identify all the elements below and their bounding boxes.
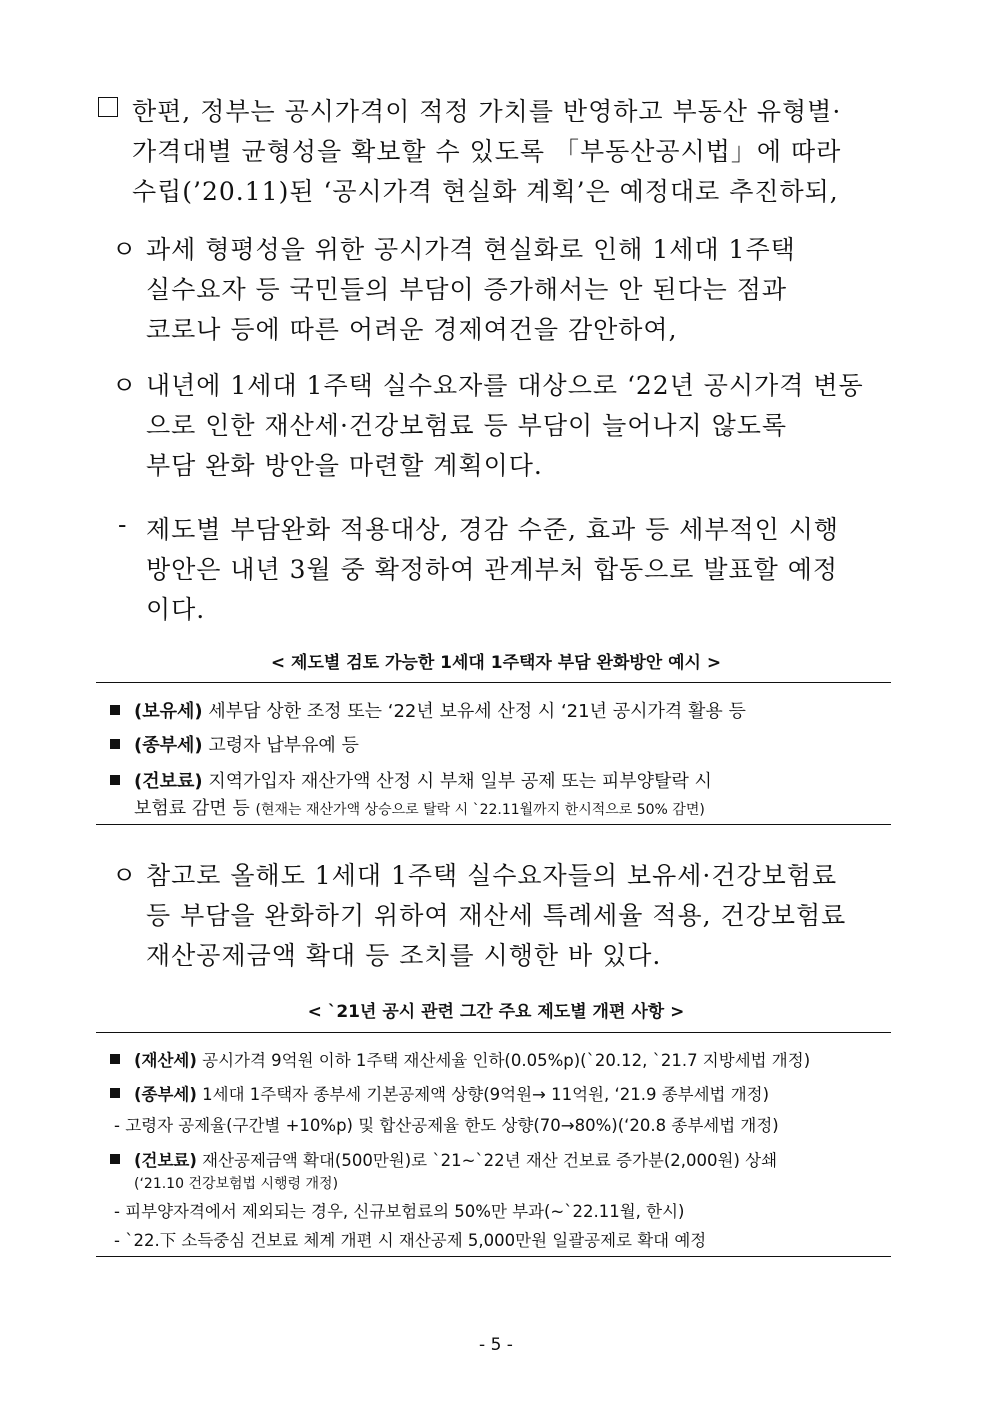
box1-row3-text: 지역가입자 재산가액 산정 시 부채 일부 공제 또는 피부양탈락 시 xyxy=(208,771,712,792)
dash1-line2: 방안은 내년 3월 중 확정하여 관계부처 합동으로 발표할 예정 xyxy=(146,555,839,584)
box2-row2-tag: (종부세) xyxy=(134,1085,197,1104)
box2-row3-note: (‘21.10 건강보험법 시행령 개정) xyxy=(134,1176,339,1192)
box2-row1-text: 공시가격 9억원 이하 1주택 재산세율 인하(0.05%p)(`20.12, `21.7 지방세법 개정) xyxy=(202,1051,811,1070)
box2-row2-sub: - 고령자 공제율(구간별 +10%p) 및 합산공제율 한도 상향(70→80%)(‘20.8 종부세법 개정) xyxy=(114,1116,779,1135)
box1-top-rule xyxy=(96,682,891,683)
bullet2-line3: 부담 완화 방안을 마련할 계획이다. xyxy=(146,451,543,480)
page-number: - 5 - xyxy=(479,1335,513,1355)
box1-row1-tag: (보유세) xyxy=(134,701,203,722)
box1-row1 xyxy=(110,697,746,723)
bullet3-line3: 재산공제금액 확대 등 조치를 시행한 바 있다. xyxy=(146,941,662,970)
square-bullet-icon xyxy=(110,739,120,749)
bullet1-line3: 코로나 등에 따른 어려운 경제여건을 감안하여, xyxy=(146,315,678,344)
dash1-line1: 제도별 부담완화 적용대상, 경감 수준, 효과 등 세부적인 시행 xyxy=(146,515,840,544)
square-bullet-icon xyxy=(110,1088,120,1098)
bullet1-line2: 실수요자 등 국민들의 부담이 증가해서는 안 된다는 점과 xyxy=(146,275,788,304)
box2-caption: < `21년 공시 관련 그간 주요 제도별 개편 사항 > xyxy=(307,1002,685,1022)
bullet1-line1: 과세 형평성을 위한 공시가격 현실화로 인해 1세대 1주택 xyxy=(146,235,796,264)
box2-row2-text: 1세대 1주택자 종부세 기본공제액 상향(9억원→ 11억원, ‘21.9 종부세법 개정) xyxy=(202,1085,770,1104)
box2-top-rule xyxy=(96,1032,891,1033)
bullet2-line2: 으로 인한 재산세·건강보험료 등 부담이 늘어나지 않도록 xyxy=(146,411,788,440)
square-bullet-icon xyxy=(110,1054,120,1064)
dash1-marker: - xyxy=(118,510,128,539)
box2-row2 xyxy=(110,1081,769,1105)
square-bullet-icon xyxy=(110,1154,120,1164)
dash1-line3: 이다. xyxy=(146,595,206,624)
bullet2-line1: 내년에 1세대 1주택 실수요자를 대상으로 ‘22년 공시가격 변동 xyxy=(146,371,864,400)
square-bullet-icon xyxy=(110,705,120,715)
box2-row3-text: 재산공제금액 확대(500만원)로 `21~`22년 재산 건보료 증가분(2,000원) 상쇄 xyxy=(202,1151,778,1170)
box2-row3-tag: (건보료) xyxy=(134,1151,197,1170)
box2-row3 xyxy=(110,1147,777,1171)
bullet2-marker: ㅇ xyxy=(112,371,138,400)
section1-line1: 한편, 정부는 공시가격이 적정 가치를 반영하고 부동산 유형별· xyxy=(132,97,842,126)
box1-row2-text: 고령자 납부유예 등 xyxy=(208,735,359,756)
box1-caption: < 제도별 검토 가능한 1세대 1주택자 부담 완화방안 예시 > xyxy=(270,653,722,673)
box2-row1 xyxy=(110,1047,810,1071)
bullet3-line1: 참고로 올해도 1세대 1주택 실수요자들의 보유세·건강보험료 xyxy=(146,861,838,890)
bullet3-line2: 등 부담을 완화하기 위하여 재산세 특례세율 적용, 건강보험료 xyxy=(146,901,847,930)
box1-row2 xyxy=(110,731,359,757)
box1-row3-tag: (건보료) xyxy=(134,771,203,792)
box2-row1-tag: (재산세) xyxy=(134,1051,197,1070)
box1-row3-cont xyxy=(134,794,705,820)
box1-bottom-rule xyxy=(96,824,891,825)
checkbox-square xyxy=(98,97,118,117)
section1-line3: 수립(’20.11)된 ‘공시가격 현실화 계획’은 예정대로 추진하되, xyxy=(132,177,839,206)
box1-row3 xyxy=(110,767,712,793)
box1-row2-tag: (종부세) xyxy=(134,735,203,756)
bullet1-marker: ㅇ xyxy=(112,235,138,264)
section1-line2: 가격대별 균형성을 확보할 수 있도록 「부동산공시법」에 따라 xyxy=(132,137,842,166)
box2-bottom-rule xyxy=(96,1256,891,1257)
bullet3-marker: ㅇ xyxy=(112,861,138,890)
box2-row3-sub2: - `22.下 소득중심 건보료 체계 개편 시 재산공제 5,000만원 일괄공제로 확대 예정 xyxy=(114,1231,707,1250)
box1-row3-line2: 보험료 감면 등 xyxy=(134,798,250,819)
box1-row3-note: (현재는 재산가액 상승으로 탈락 시 `22.11월까지 한시적으로 50% 감면) xyxy=(255,802,705,818)
square-bullet-icon xyxy=(110,775,120,785)
box2-row3-sub1: - 피부양자격에서 제외되는 경우, 신규보험료의 50%만 부과(~`22.11월, 한시) xyxy=(114,1202,685,1221)
box1-row1-text: 세부담 상한 조정 또는 ‘22년 보유세 산정 시 ‘21년 공시가격 활용 등 xyxy=(208,701,746,722)
